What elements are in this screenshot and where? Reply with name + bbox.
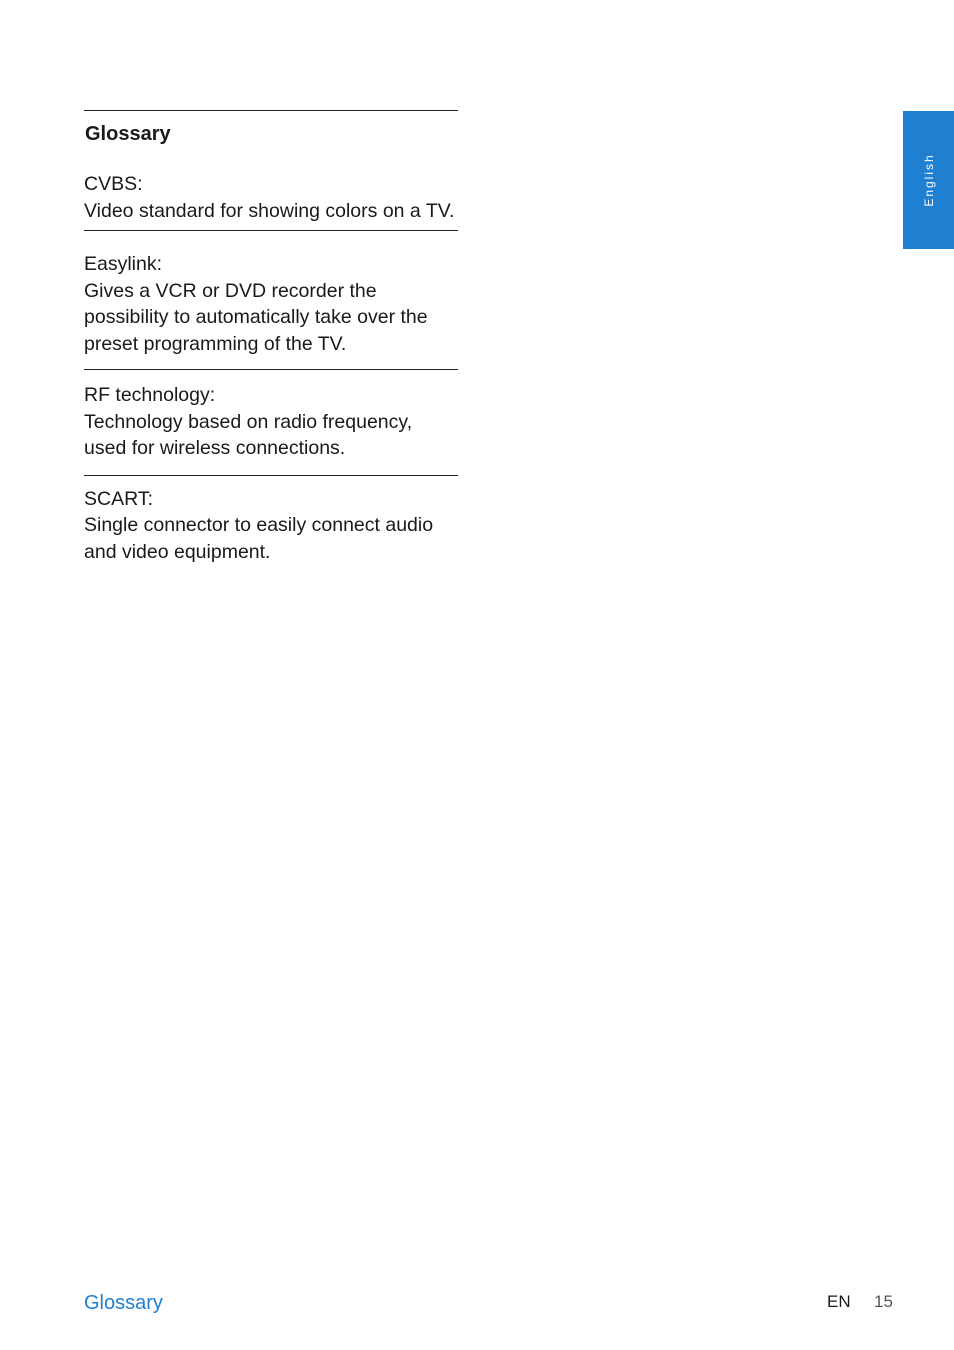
language-tab: [903, 111, 954, 249]
glossary-definition: Video standard for showing colors on a TV.: [84, 199, 455, 222]
divider: [84, 475, 458, 476]
footer-language: EN: [827, 1292, 851, 1311]
glossary-term: SCART:: [84, 487, 153, 510]
section-heading: Glossary: [85, 123, 171, 145]
glossary-term: CVBS:: [84, 173, 143, 195]
divider: [84, 369, 458, 370]
glossary-section: [84, 110, 458, 565]
glossary-definition: Single connector to easily connect audio and video equipment.: [84, 514, 434, 563]
glossary-term: Easylink:: [84, 253, 163, 275]
glossary-entry: [84, 251, 458, 357]
glossary-term: RF technology:: [84, 384, 216, 406]
glossary-entry: [84, 171, 458, 224]
footer-section-name: Glossary: [84, 1292, 163, 1314]
divider: [84, 110, 458, 111]
divider: [84, 230, 458, 231]
glossary-entry: [84, 486, 458, 566]
page-number: 15: [874, 1292, 893, 1311]
glossary-definition: Gives a VCR or DVD recorder the possibility to automatically take over the preset programming of the TV.: [84, 279, 428, 355]
language-tab-label: English: [921, 153, 936, 207]
glossary-definition: Technology based on radio frequency, used for wireless connections.: [84, 410, 413, 459]
glossary-entry: [84, 382, 458, 462]
